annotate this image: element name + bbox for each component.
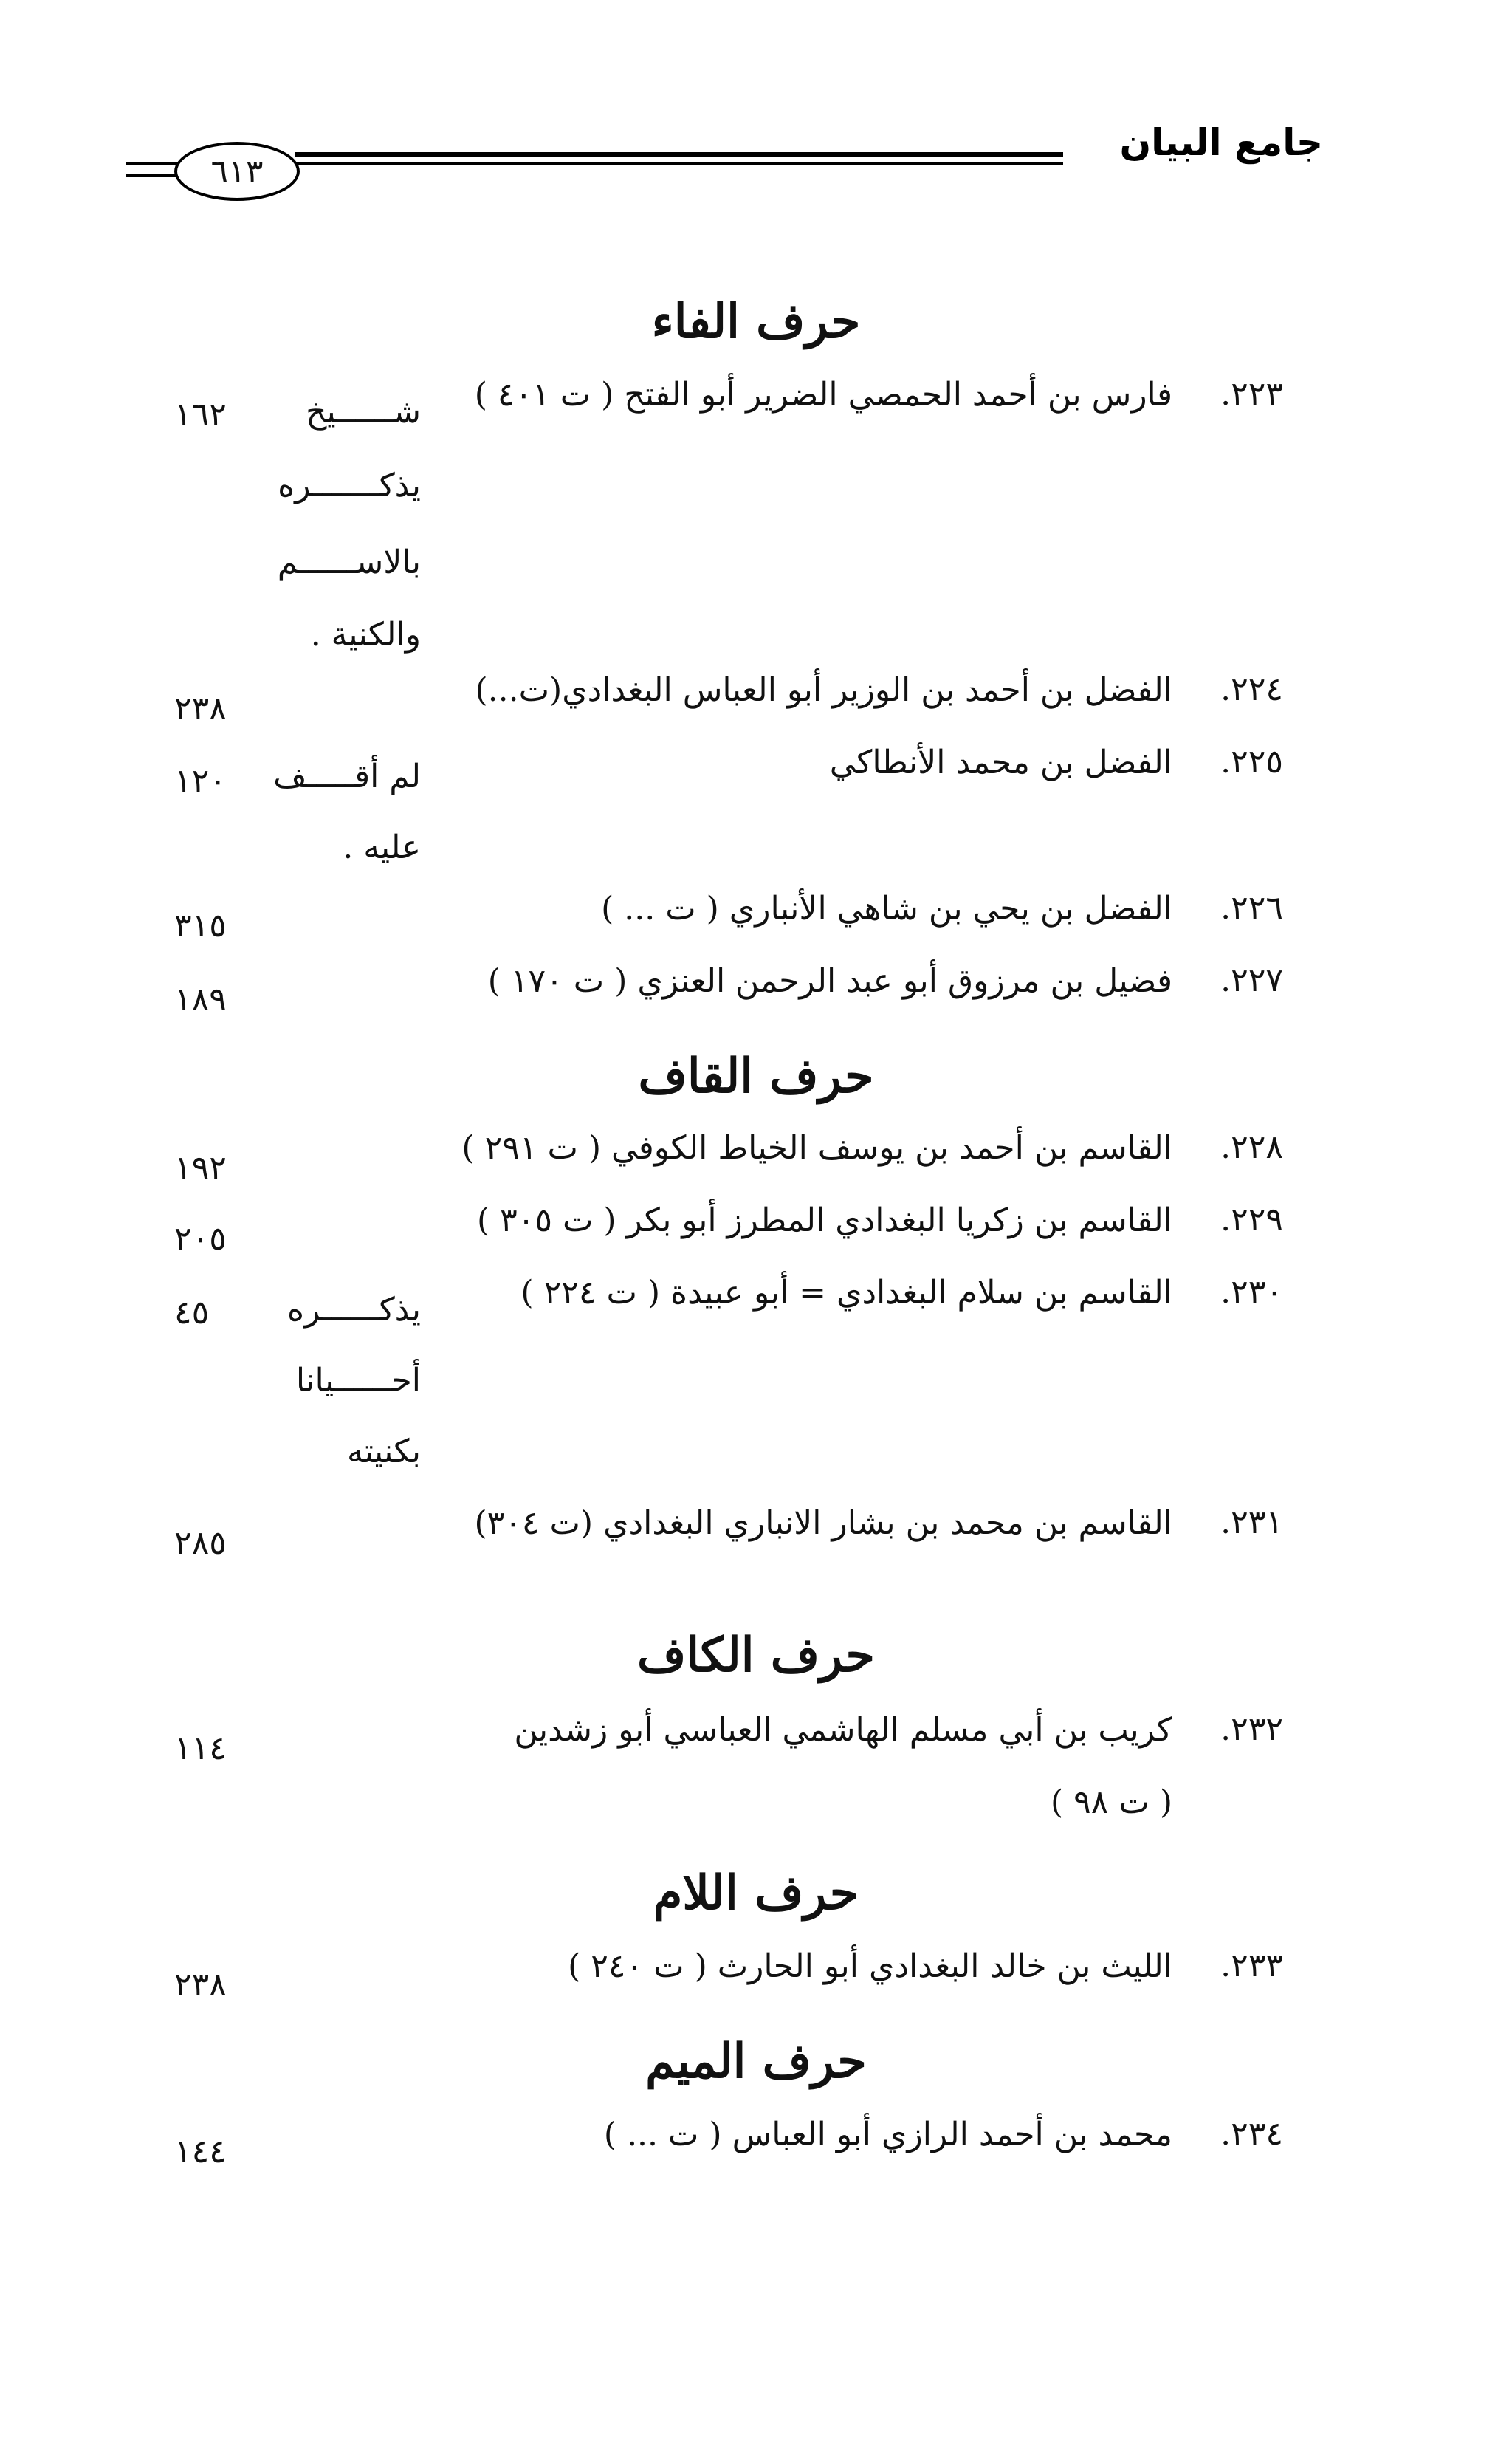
header-rule-bottom [295,162,1063,165]
entry-page: ١٩٢ [174,1149,227,1187]
entry-note: بكنيته [347,1433,421,1470]
entry-page: ١٤٤ [174,2133,227,2170]
entry-name: الليث بن خالد البغدادي أبو الحارث ( ت ٢٤٠ ) [568,1947,1172,1985]
entry-page: ٢٠٥ [174,1220,227,1258]
entry-number: ٢٣٠. [1220,1273,1283,1311]
entry-name: الفضل بن أحمد بن الوزير أبو العباس البغدادي(ت...) [475,671,1172,709]
entry-page: ٢٨٥ [174,1524,227,1562]
entry-number: ٢٣١. [1220,1504,1283,1541]
entry-page: ١٦٢ [174,396,227,433]
entry-page: ٢٣٨ [174,690,227,727]
entry-note: أحــــــيانا [295,1362,421,1399]
entry-number: ٢٢٤. [1220,671,1283,708]
entry-name: القاسم بن محمد بن بشار الانباري البغدادي (ت ٣٠٤) [474,1504,1172,1542]
entry-note: شــــــيخ [306,393,421,431]
entry-note: يذكــــــره [287,1291,421,1329]
header-rule-top [295,152,1063,157]
entry-number: ٢٣٤. [1220,2115,1283,2153]
entry-name: كريب بن أبي مسلم الهاشمي العباسي أبو زشدين [514,1711,1172,1749]
entry-name: القاسم بن زكريا البغدادي المطرز أبو بكر ( ت ٣٠٥ ) [476,1202,1172,1239]
section-heading-fa: حرف الفاء [651,294,861,349]
entry-page: ١٨٩ [174,981,227,1018]
entry-name: فضيل بن مرزوق أبو عبد الرحمن العنزي ( ت ١٧٠ ) [487,962,1172,1000]
book-title: جامع البيان [1119,121,1323,164]
entry-name: القاسم بن أحمد بن يوسف الخياط الكوفي ( ت ٢٩١ ) [461,1129,1172,1167]
entry-name-continued: ( ت ٩٨ ) [1051,1783,1172,1821]
entry-note: والكنية . [310,616,421,654]
entry-number: ٢٢٣. [1220,375,1283,413]
entry-number: ٢٣٢. [1220,1710,1283,1748]
section-heading-lam: حرف اللام [653,1865,859,1921]
header-rule-left-top [126,162,177,165]
entry-page: ١١٤ [174,1730,227,1767]
page-number: ٦١٣ [174,142,300,201]
entry-name: الفضل بن محمد الأنطاكي [829,744,1172,781]
entry-page: ١٢٠ [174,762,227,800]
entry-name: القاسم بن سلام البغدادي = أبو عبيدة ( ت ٢٢٤ ) [520,1274,1172,1312]
entry-number: ٢٢٩. [1220,1201,1283,1238]
entry-number: ٢٢٨. [1220,1128,1283,1166]
entry-name: فارس بن أحمد الحمصي الضرير أبو الفتح ( ت ٤٠١ ) [474,376,1172,414]
entry-page: ٤٥ [174,1294,210,1331]
entry-note: بالاســــــم [277,544,421,581]
section-heading-mim: حرف الميم [645,2034,867,2089]
entry-note: لم أقـــــف [273,758,421,795]
entry-page: ٣١٥ [174,907,227,945]
section-heading-qaf: حرف القاف [638,1049,874,1104]
entry-name: محمد بن أحمد الرازي أبو العباس ( ت ... ) [603,2116,1172,2153]
entry-number: ٢٢٦. [1220,889,1283,927]
entry-note: عليه . [343,829,421,866]
section-heading-kaf: حرف الكاف [637,1628,875,1683]
entry-number: ٢٢٥. [1220,743,1283,781]
entry-note: يذكـــــــره [278,467,421,504]
header-rule-left-bottom [126,174,177,177]
entry-page: ٢٣٨ [174,1966,227,2004]
entry-name: الفضل بن يحي بن شاهي الأنباري ( ت ... ) [601,890,1172,928]
entry-number: ٢٢٧. [1220,962,1283,999]
entry-number: ٢٣٣. [1220,1947,1283,1984]
